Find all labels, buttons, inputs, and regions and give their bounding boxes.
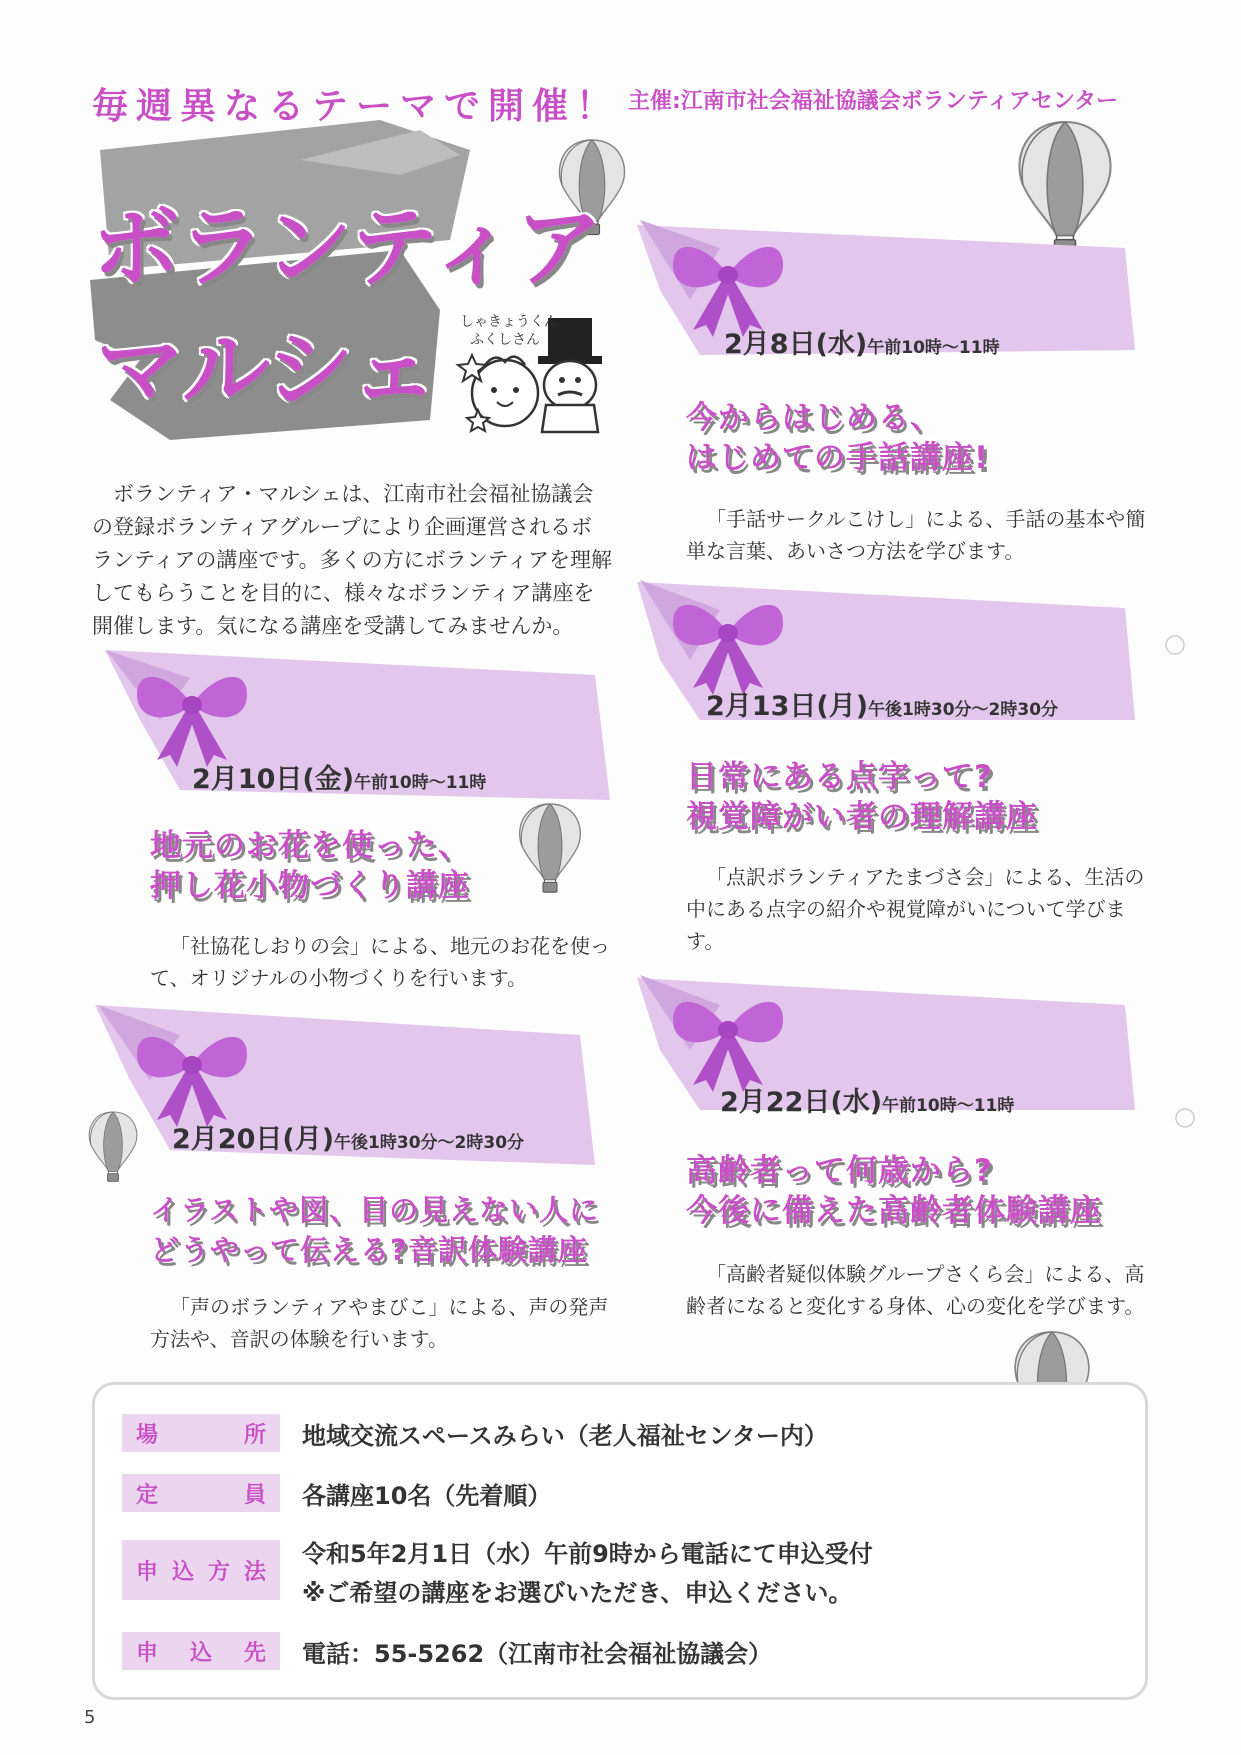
event-date bbox=[724, 322, 1000, 361]
apply-method-value-line1: 令和5年2月1日（水）午前9時から電話にて申込受付 bbox=[302, 1540, 873, 1568]
event-title-line1: 日常にある点字って? bbox=[686, 759, 993, 795]
event-title-line2: 押し花小物づくり講座 bbox=[150, 868, 470, 904]
event-date-time: 午前10時～11時 bbox=[882, 1096, 1015, 1116]
contact-label-char: 込 bbox=[189, 1640, 212, 1666]
organizer: 主催:江南市社会福祉協議会ボランティアセンター bbox=[628, 89, 1118, 114]
capacity-label-char: 員 bbox=[243, 1482, 266, 1508]
capacity-value: 各講座10名（先着順） bbox=[302, 1482, 552, 1510]
event-title-line1: イラストや図、目の見えない人に bbox=[150, 1193, 600, 1227]
balloon-icon bbox=[1019, 122, 1110, 254]
event-date bbox=[192, 757, 486, 796]
event-date bbox=[706, 684, 1058, 723]
mascot-caption-line2: ふくしさん bbox=[470, 332, 540, 348]
event-title-line2: どうやって伝える?音訳体験講座 bbox=[150, 1233, 588, 1267]
apply-label-char: 方 bbox=[207, 1559, 230, 1585]
mascot-caption bbox=[460, 313, 558, 349]
place-label-char: 場 bbox=[136, 1422, 159, 1448]
event-title-line1: 地元のお花を使った、 bbox=[150, 828, 470, 864]
event-date bbox=[172, 1117, 524, 1156]
capacity-label bbox=[122, 1474, 280, 1512]
event-title-line2: はじめての手話講座! bbox=[686, 440, 990, 476]
apply-method-value-line2: ※ご希望の講座をお選びいただき、申込ください。 bbox=[302, 1579, 853, 1607]
event-title-line2: 今後に備えた高齢者体験講座 bbox=[686, 1193, 1102, 1229]
event-date-day: 2月10日(金) bbox=[192, 764, 355, 795]
apply-label-char: 法 bbox=[243, 1559, 266, 1585]
intro-text: ボランティア・マルシェは、江南市社会福祉協議会の登録ボランティアグループにより企画運営されるボランティアの講座です。多くの方にボランティアを理解してもらうことを目的に、様々なボランティア講座を開催します。気になる講座を受講してみませんか。 bbox=[92, 482, 612, 638]
tagline: 毎週異なるテーマで開催！ bbox=[92, 86, 621, 127]
event-date-time: 午前10時～11時 bbox=[867, 338, 1000, 358]
mascot-caption-line1: しゃきょうくん bbox=[460, 314, 558, 330]
capacity-label-char: 定 bbox=[136, 1482, 159, 1508]
event-date-time: 午前10時～11時 bbox=[354, 773, 487, 793]
balloon-icon bbox=[520, 804, 581, 892]
balloon-icon bbox=[89, 1112, 137, 1181]
event-title bbox=[150, 1190, 599, 1270]
place-label bbox=[122, 1414, 280, 1452]
page-title-line2: マルシェ bbox=[96, 318, 437, 421]
event-title bbox=[686, 398, 989, 478]
event-title bbox=[686, 757, 1038, 837]
event-title-line2: 視覚障がい者の理解講座 bbox=[686, 799, 1038, 835]
contact-label-char: 先 bbox=[243, 1640, 266, 1666]
event-date-day: 2月20日(月) bbox=[172, 1124, 335, 1155]
page-title-line1: ボランティア bbox=[92, 196, 601, 299]
apply-method-label bbox=[122, 1540, 280, 1600]
event-description: 「高齢者疑似体験グループさくら会」による、高齢者になると変化する身体、心の変化を学びます。 bbox=[686, 1262, 1145, 1318]
place-value: 地域交流スペースみらい（老人福祉センター内） bbox=[302, 1422, 828, 1450]
event-description: 「社協花しおりの会」による、地元のお花を使って、オリジナルの小物づくりを行います。 bbox=[150, 934, 610, 990]
event-description: 「手話サークルこけし」による、手話の基本や簡単な言葉、あいさつ方法を学びます。 bbox=[686, 507, 1146, 563]
event-description: 「点訳ボランティアたまづさ会」による、生活の中にある点字の紹介や視覚障がいについて学びます。 bbox=[686, 865, 1145, 953]
event-date-day: 2月13日(月) bbox=[706, 691, 869, 722]
event-title bbox=[686, 1151, 1102, 1231]
page-number: 5 bbox=[84, 1707, 96, 1728]
event-date bbox=[720, 1080, 1014, 1119]
contact-label-char: 申 bbox=[136, 1640, 159, 1666]
event-date-day: 2月8日(水) bbox=[724, 329, 868, 360]
event-title bbox=[150, 826, 470, 906]
event-description: 「声のボランティアやまびこ」による、声の発声方法や、音訳の体験を行います。 bbox=[150, 1295, 609, 1351]
apply-label-char: 申 bbox=[136, 1559, 159, 1585]
event-date-time: 午後1時30分～2時30分 bbox=[868, 700, 1059, 720]
apply-label-char: 込 bbox=[171, 1559, 194, 1585]
event-title-line1: 今からはじめる、 bbox=[686, 400, 942, 436]
event-title-line1: 高齢者って何歳から? bbox=[686, 1153, 993, 1189]
event-date-time: 午後1時30分～2時30分 bbox=[334, 1133, 525, 1153]
place-label-char: 所 bbox=[243, 1422, 266, 1448]
contact-label bbox=[122, 1632, 280, 1670]
contact-value: 電話：55-5262（江南市社会福祉協議会） bbox=[302, 1640, 773, 1668]
event-date-day: 2月22日(水) bbox=[720, 1087, 883, 1118]
